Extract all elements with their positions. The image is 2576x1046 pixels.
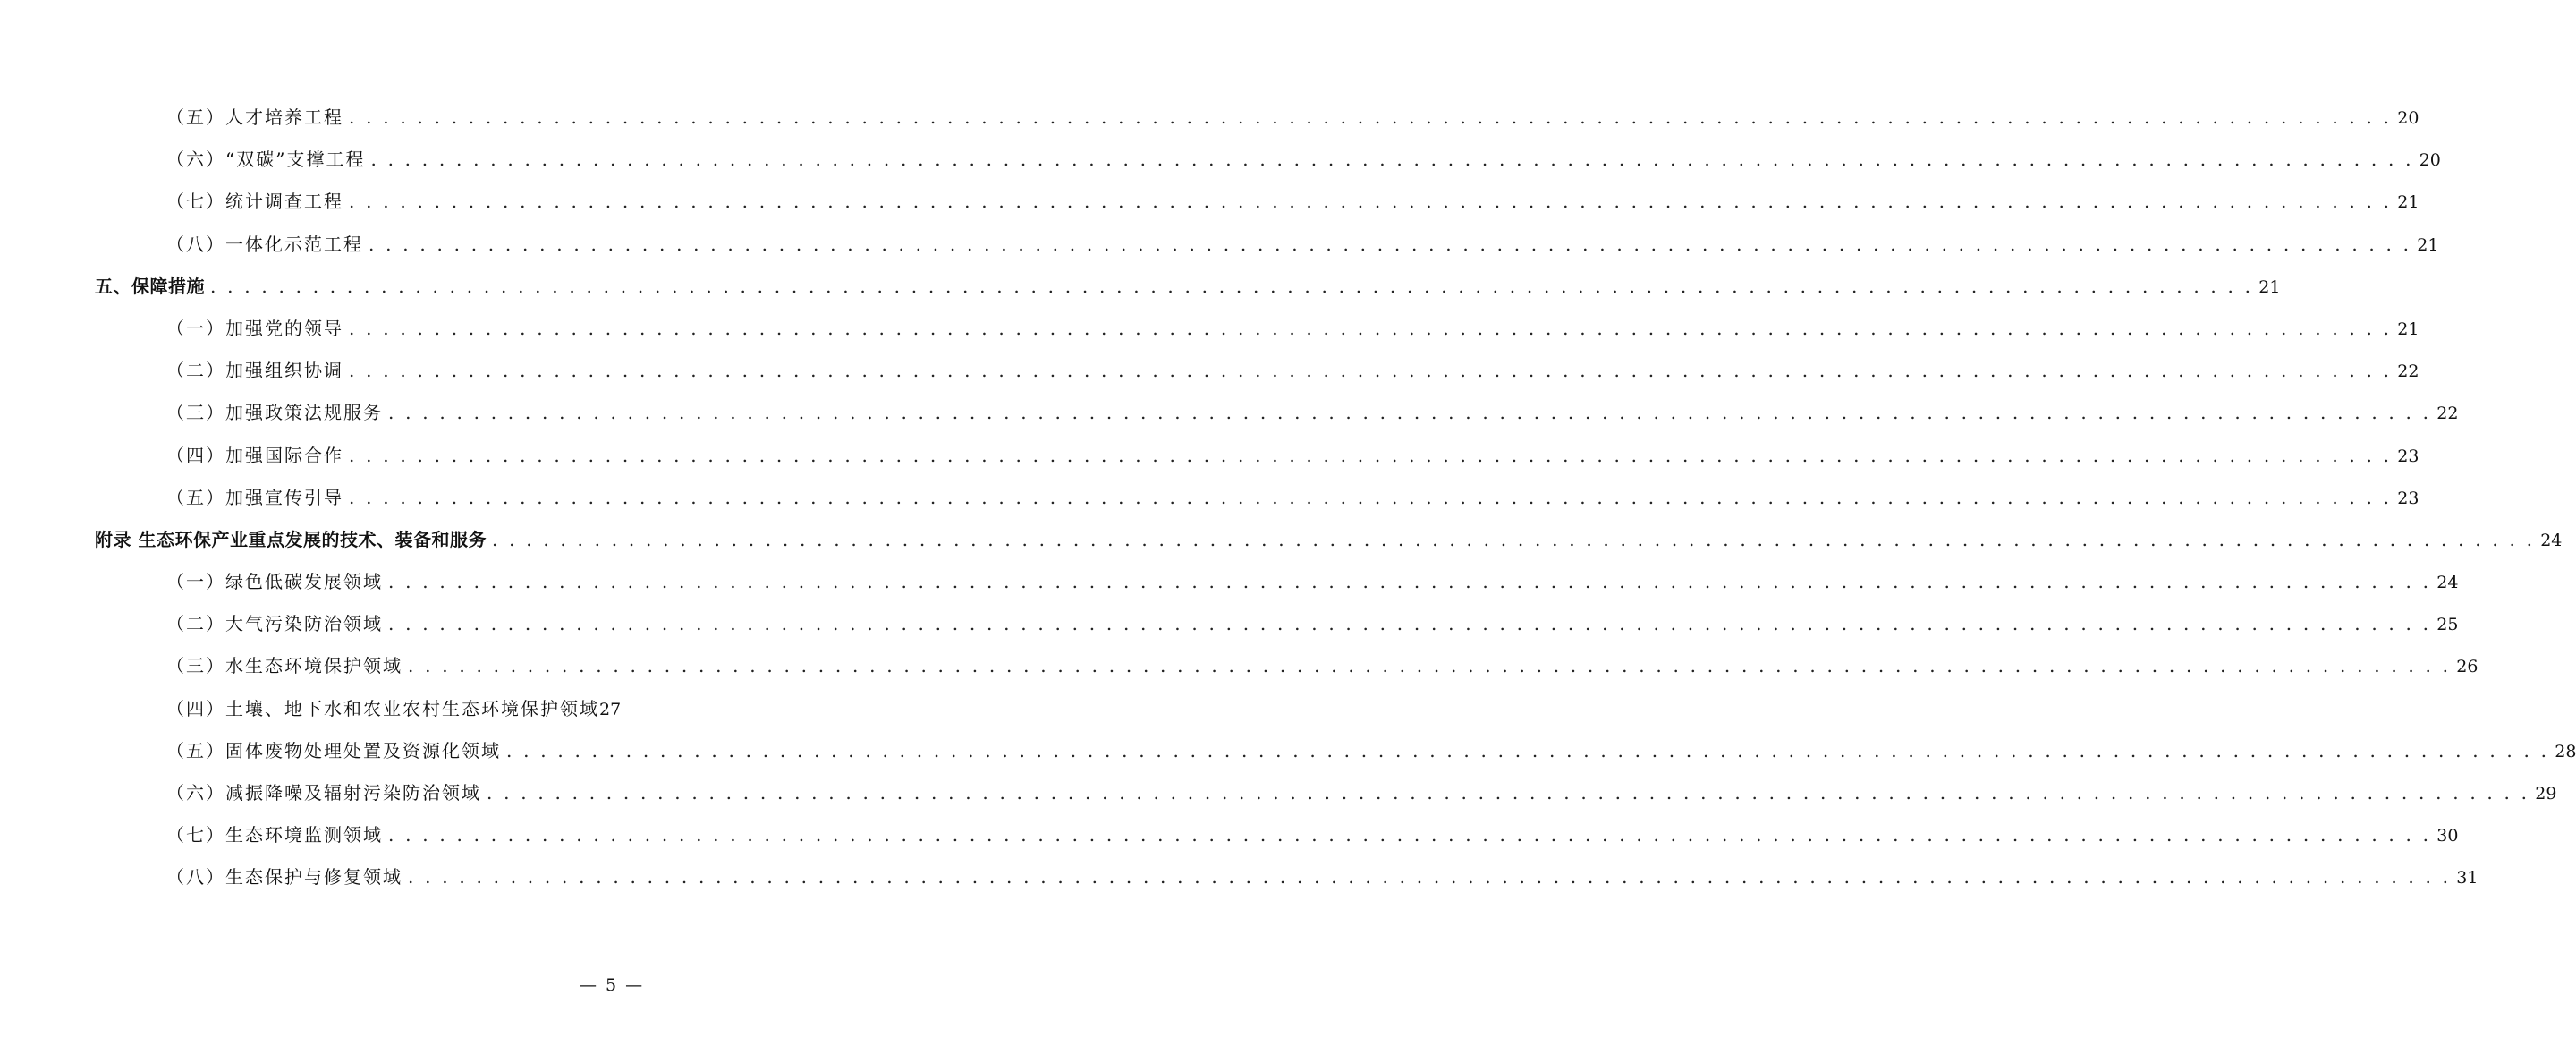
toc-subsection-entry[interactable] [0, 856, 2479, 898]
toc-entry-page: 23 [2397, 488, 2419, 508]
toc-entry-page: 25 [2436, 615, 2459, 635]
toc-entry-page: 23 [2397, 446, 2419, 466]
toc-subsection-entry[interactable] [0, 603, 2459, 645]
toc-subsection-entry[interactable] [0, 645, 2479, 687]
toc-subsection-entry[interactable] [0, 772, 2557, 814]
toc-subsection-entry[interactable] [0, 139, 2441, 181]
toc-dot-leader: . . . . . . . . . . . . . . . . . . . . . . . . . . . . . . . . . . . . . . . . . . . . . . . . . . . . . . . . . . . . . . . . . . . . . . . . . . . . . . . . . . . . . . . . . . . . . . . . . . . . . . . . . . . . . . . . . . . . . . . . [388, 613, 2432, 635]
toc-dot-leader: . . . . . . . . . . . . . . . . . . . . . . . . . . . . . . . . . . . . . . . . . . . . . . . . . . . . . . . . . . . . . . . . . . . . . . . . . . . . . . . . . . . . . . . . . . . . . . . . . . . . . . . . . . . . . . . . . . . . . . . . [506, 739, 2550, 761]
toc-dot-leader: . . . . . . . . . . . . . . . . . . . . . . . . . . . . . . . . . . . . . . . . . . . . . . . . . . . . . . . . . . . . . . . . . . . . . . . . . . . . . . . . . . . . . . . . . . . . . . . . . . . . . . . . . . . . . . . . . . . . . . . . [388, 402, 2432, 424]
toc-entry-page: 21 [2397, 192, 2419, 213]
toc-dot-leader: . . . . . . . . . . . . . . . . . . . . . . . . . . . . . . . . . . . . . . . . . . . . . . . . . . . . . . . . . . . . . . . . . . . . . . . . . . . . . . . . . . . . . . . . . . . . . . . . . . . . . . . . . . . . . . . . . . . . . . . . [349, 106, 2393, 128]
toc-entry-page: 28 [2555, 741, 2576, 761]
toc-subsection-entry[interactable] [0, 350, 2419, 392]
toc-entry-page: 30 [2436, 826, 2459, 846]
toc-entry-title: （一）加强党的领导 [166, 317, 343, 339]
toc-subsection-entry[interactable] [0, 181, 2419, 223]
toc-dot-leader: . . . . . . . . . . . . . . . . . . . . . . . . . . . . . . . . . . . . . . . . . . . . . . . . . . . . . . . . . . . . . . . . . . . . . . . . . . . . . . . . . . . . . . . . . . . . . . . . . . . . . . . . . . . . . . . . . . . . . . . . [349, 317, 2393, 339]
toc-entry-title: （一）绿色低碳发展领域 [166, 571, 383, 593]
toc-entry-title: （四）土壤、地下水和农业农村生态环境保护领域 [166, 697, 599, 719]
toc-subsection-entry[interactable] [0, 97, 2419, 139]
toc-dot-leader: . . . . . . . . . . . . . . . . . . . . . . . . . . . . . . . . . . . . . . . . . . . . . . . . . . . . . . . . . . . . . . . . . . . . . . . . . . . . . . . . . . . . . . . . . . . . . . . . . . . . . . . . . . . . . . . . . . . . . . . . [408, 655, 2452, 677]
toc-entry-title: （五）加强宣传引导 [166, 486, 343, 508]
toc-subsection-entry[interactable] [0, 308, 2419, 350]
toc-entry-page: 21 [2397, 319, 2419, 339]
toc-entry-page: 22 [2397, 361, 2419, 382]
toc-entry-title: （四）加强国际合作 [166, 444, 343, 466]
toc-dot-leader: . . . . . . . . . . . . . . . . . . . . . . . . . . . . . . . . . . . . . . . . . . . . . . . . . . . . . . . . . . . . . . . . . . . . . . . . . . . . . . . . . . . . . . . . . . . . . . . . . . . . . . . . . . . . . . . . . . . . . . . . [210, 275, 2254, 297]
toc-dot-leader: . . . . . . . . . . . . . . . . . . . . . . . . . . . . . . . . . . . . . . . . . . . . . . . . . . . . . . . . . . . . . . . . . . . . . . . . . . . . . . . . . . . . . . . . . . . . . . . . . . . . . . . . . . . . . . . . . . . . . . . . [388, 824, 2432, 846]
toc-entry-page: 21 [2417, 234, 2439, 255]
page-number: — 5 — [580, 975, 645, 995]
toc-entry-page: 24 [2436, 573, 2459, 593]
toc-entry-title: （七）统计调查工程 [166, 191, 343, 213]
toc-entry-title: （六）减振降噪及辐射污染防治领域 [166, 782, 481, 804]
toc-section-entry[interactable] [0, 266, 2281, 308]
toc-dot-leader: . . . . . . . . . . . . . . . . . . . . . . . . . . . . . . . . . . . . . . . . . . . . . . . . . . . . . . . . . . . . . . . . . . . . . . . . . . . . . . . . . . . . . . . . . . . . . . . . . . . . . . . . . . . . . . . . . . . . . . . . [349, 486, 2393, 508]
toc-subsection-entry[interactable] [0, 477, 2419, 519]
toc-entry-title: （五）人才培养工程 [166, 106, 343, 128]
toc-entry-title: 五、保障措施 [95, 275, 205, 297]
toc-dot-leader: . . . . . . . . . . . . . . . . . . . . . . . . . . . . . . . . . . . . . . . . . . . . . . . . . . . . . . . . . . . . . . . . . . . . . . . . . . . . . . . . . . . . . . . . . . . . . . . . . . . . . . . . . . . . . . . . . . . . . . . . [487, 782, 2530, 804]
toc-subsection-entry[interactable] [0, 435, 2419, 477]
toc-entry-title: （三）加强政策法规服务 [166, 402, 383, 424]
toc-subsection-entry[interactable] [0, 688, 623, 730]
toc-entry-title: （三）水生态环境保护领域 [166, 655, 402, 677]
toc-subsection-entry[interactable] [0, 730, 2576, 772]
toc-dot-leader: . . . . . . . . . . . . . . . . . . . . . . . . . . . . . . . . . . . . . . . . . . . . . . . . . . . . . . . . . . . . . . . . . . . . . . . . . . . . . . . . . . . . . . . . . . . . . . . . . . . . . . . . . . . . . . . . . . . . . . . . [408, 866, 2452, 889]
table-of-contents [0, 97, 2576, 899]
toc-subsection-entry[interactable] [0, 561, 2459, 603]
toc-entry-title: （五）固体废物处理处置及资源化领域 [166, 739, 501, 761]
toc-entry-page: 22 [2436, 404, 2459, 424]
toc-entry-title: （八）一体化示范工程 [166, 233, 363, 255]
toc-entry-title: （八）生态保护与修复领域 [166, 866, 402, 889]
toc-entry-page: 29 [2535, 784, 2557, 804]
toc-dot-leader: . . . . . . . . . . . . . . . . . . . . . . . . . . . . . . . . . . . . . . . . . . . . . . . . . . . . . . . . . . . . . . . . . . . . . . . . . . . . . . . . . . . . . . . . . . . . . . . . . . . . . . . . . . . . . . . . . . . . . . . . [370, 149, 2414, 171]
toc-dot-leader: . . . . . . . . . . . . . . . . . . . . . . . . . . . . . . . . . . . . . . . . . . . . . . . . . . . . . . . . . . . . . . . . . . . . . . . . . . . . . . . . . . . . . . . . . . . . . . . . . . . . . . . . . . . . . . . . . . . . . . . . [349, 360, 2393, 382]
toc-entry-page: 20 [2397, 108, 2419, 128]
toc-dot-leader: . . . . . . . . . . . . . . . . . . . . . . . . . . . . . . . . . . . . . . . . . . . . . . . . . . . . . . . . . . . . . . . . . . . . . . . . . . . . . . . . . . . . . . . . . . . . . . . . . . . . . . . . . . . . . . . . . . . . . . . . [491, 528, 2536, 550]
toc-entry-page: 20 [2419, 150, 2441, 171]
toc-dot-leader: . . . . . . . . . . . . . . . . . . . . . . . . . . . . . . . . . . . . . . . . . . . . . . . . . . . . . . . . . . . . . . . . . . . . . . . . . . . . . . . . . . . . . . . . . . . . . . . . . . . . . . . . . . . . . . . . . . . . . . . . [388, 571, 2432, 593]
toc-entry-title: （七）生态环境监测领域 [166, 824, 383, 846]
toc-subsection-entry[interactable] [0, 814, 2459, 856]
toc-section-entry[interactable] [0, 519, 2563, 561]
toc-entry-title: （二）加强组织协调 [166, 360, 343, 382]
toc-entry-page: 26 [2456, 657, 2479, 677]
toc-entry-page: 27 [599, 699, 622, 719]
toc-subsection-entry[interactable] [0, 392, 2459, 434]
toc-dot-leader: . . . . . . . . . . . . . . . . . . . . . . . . . . . . . . . . . . . . . . . . . . . . . . . . . . . . . . . . . . . . . . . . . . . . . . . . . . . . . . . . . . . . . . . . . . . . . . . . . . . . . . . . . . . . . . . . . . . . . . . . [349, 191, 2393, 213]
toc-entry-title: （六）“双碳”支撑工程 [166, 149, 366, 171]
toc-entry-title: （二）大气污染防治领域 [166, 613, 383, 635]
toc-subsection-entry[interactable] [0, 224, 2439, 266]
toc-entry-page: 21 [2258, 276, 2281, 297]
toc-dot-leader: . . . . . . . . . . . . . . . . . . . . . . . . . . . . . . . . . . . . . . . . . . . . . . . . . . . . . . . . . . . . . . . . . . . . . . . . . . . . . . . . . . . . . . . . . . . . . . . . . . . . . . . . . . . . . . . . . . . . . . . . [369, 233, 2412, 255]
toc-entry-page: 31 [2456, 868, 2479, 889]
toc-entry-page: 24 [2540, 530, 2563, 550]
toc-entry-title: 附录 生态环保产业重点发展的技术、装备和服务 [95, 528, 487, 550]
toc-dot-leader: . . . . . . . . . . . . . . . . . . . . . . . . . . . . . . . . . . . . . . . . . . . . . . . . . . . . . . . . . . . . . . . . . . . . . . . . . . . . . . . . . . . . . . . . . . . . . . . . . . . . . . . . . . . . . . . . . . . . . . . . [349, 444, 2393, 466]
